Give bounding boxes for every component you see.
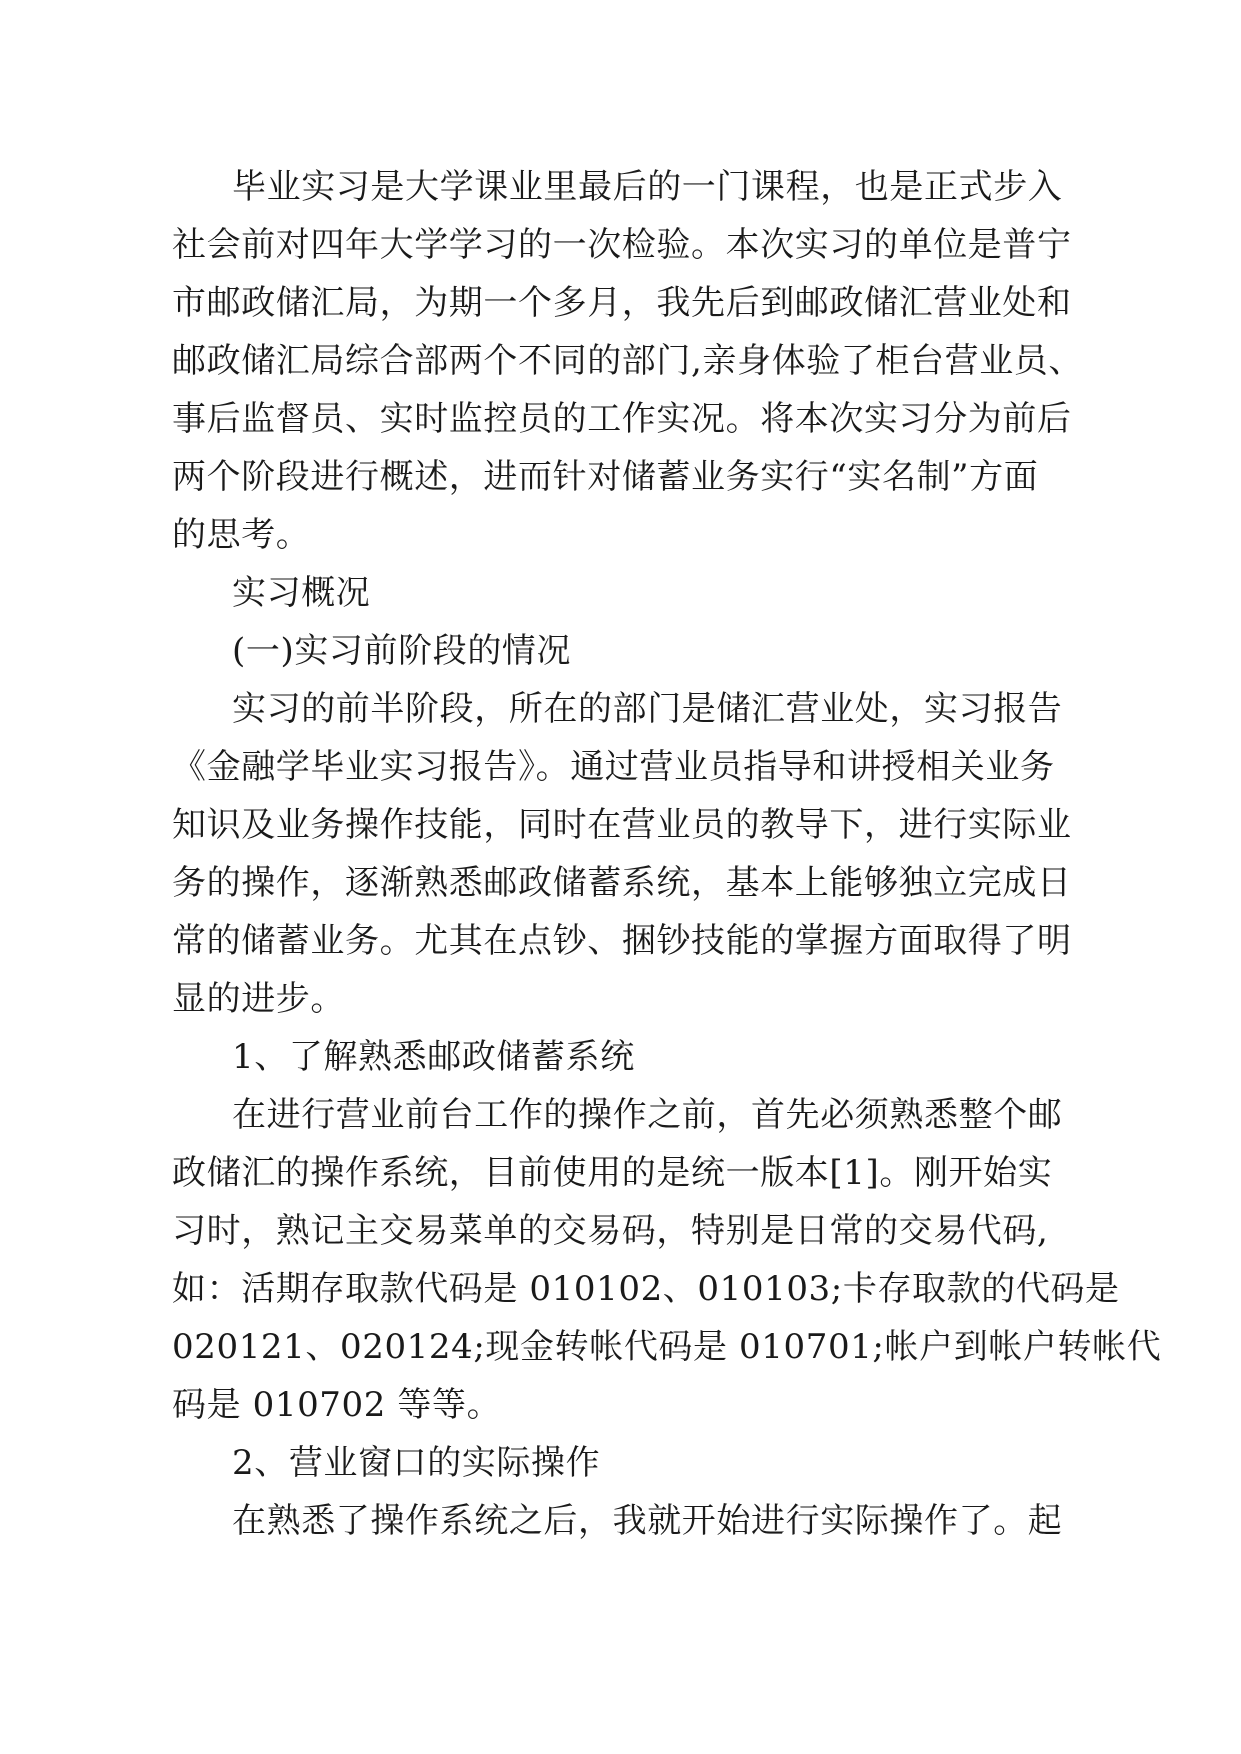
item-heading: 1、了解熟悉邮政储蓄系统	[232, 1037, 635, 1077]
text-line: 《金融学毕业实习报告》。通过营业员指导和讲授相关业务	[172, 747, 1055, 787]
text-line: 毕业实习是大学课业里最后的一门课程，也是正式步入	[232, 167, 1063, 207]
item-heading: 2、营业窗口的实际操作	[232, 1443, 601, 1483]
text-line: 在熟悉了操作系统之后，我就开始进行实际操作了。起	[232, 1501, 1063, 1541]
text-line: 邮政储汇局综合部两个不同的部门,亲身体验了柜台营业员、	[172, 341, 1084, 381]
text-line: 事后监督员、实时监控员的工作实况。将本次实习分为前后	[172, 399, 1072, 439]
text-line: 实习的前半阶段，所在的部门是储汇营业处，实习报告	[232, 689, 1063, 729]
text-line: 习时，熟记主交易菜单的交易码，特别是日常的交易代码,	[172, 1211, 1049, 1251]
text-line: 务的操作，逐渐熟悉邮政储蓄系统，基本上能够独立完成日	[172, 863, 1072, 903]
text-line: 的思考。	[172, 515, 311, 555]
text-line: 知识及业务操作技能，同时在营业员的教导下，进行实际业	[172, 805, 1072, 845]
section-heading: 实习概况	[232, 573, 371, 613]
text-line: 020121、020124;现金转帐代码是 010701;帐户到帐户转帐代	[172, 1327, 1162, 1367]
text-line: 市邮政储汇局，为期一个多月，我先后到邮政储汇营业处和	[172, 283, 1072, 323]
subsection-heading: (一)实习前阶段的情况	[232, 631, 572, 671]
text-line: 如：活期存取款代码是 010102、010103;卡存取款的代码是	[172, 1269, 1120, 1309]
text-line: 社会前对四年大学学习的一次检验。本次实习的单位是普宁	[172, 225, 1072, 265]
text-line: 在进行营业前台工作的操作之前，首先必须熟悉整个邮	[232, 1095, 1063, 1135]
text-line: 码是 010702 等等。	[172, 1385, 502, 1425]
text-line: 显的进步。	[172, 979, 345, 1019]
text-line: 常的储蓄业务。尤其在点钞、捆钞技能的掌握方面取得了明	[172, 921, 1072, 961]
text-line: 两个阶段进行概述，进而针对储蓄业务实行“实名制”方面	[172, 457, 1039, 497]
text-line: 政储汇的操作系统，目前使用的是统一版本[1]。刚开始实	[172, 1153, 1053, 1193]
